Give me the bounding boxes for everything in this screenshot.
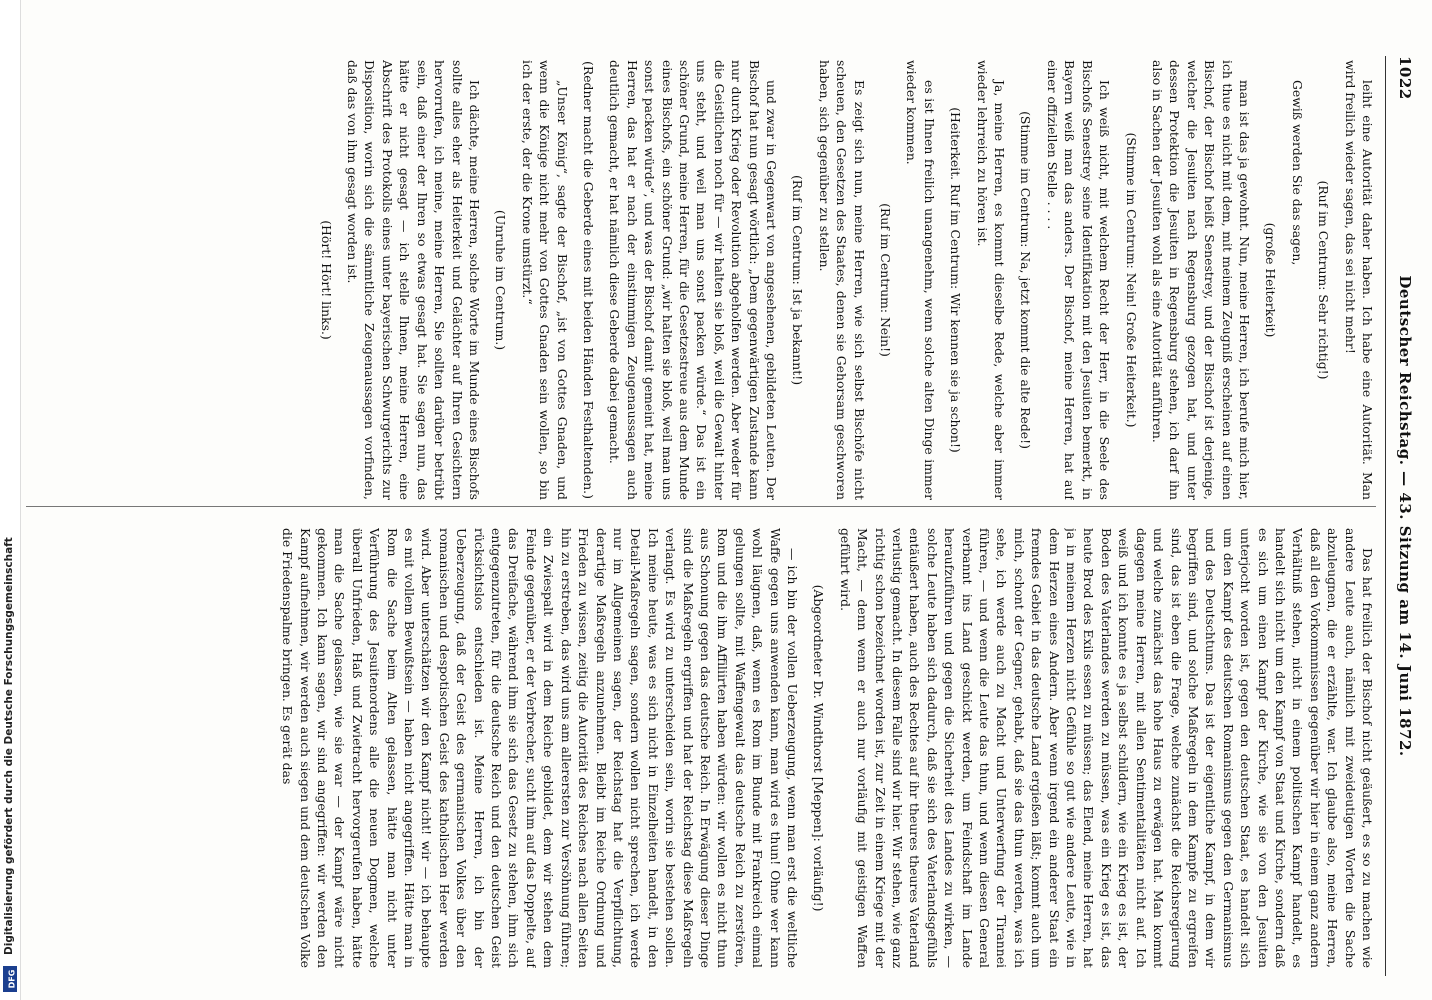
interjection: (Ruf im Centrum: Ist ja bekannt!) (790, 174, 806, 386)
dfg-logo-text: DFG (7, 969, 17, 989)
paragraph: — ich bin der vollen Ueberzeugung, wenn man erst die weltliche Waffe gegen uns anwenden kann, man wird es thun! Ohne wer kann wohl läugnen, daß, wenn es Rom im Bunde mit Frankreich einmal gelungen sollte, mit Waffengewalt das deutsche Reich zu zerstören, Rom und die ihm Affiliirten haben würden: wir wollen es nicht thun aus Schonung gegen das deutsche Reich. In Erwägung dieser Dinge sind die Maßregeln ergriffen und hat der Reichstag diese Maßregeln verlangt. Es wird zu unterscheiden sein, worin sie bestehen sollen. Ich meine heute, was es sich nicht in Einzelheiten handelt, in den Detail-Maßregeln sagen, sondern wollen nicht sprechen, ich werde nur im Allgemeinen sagen, der Reichstag hat die Verpflichtung, derartige Maßregeln anzunehmen. Bleibt im Reiche Ordnung und Frieden zu wissen, zeitig die Autorität des Reiches nach allen Seiten hin zu erstreben, das wird uns am allerersten zur Versöhnung führen; ein Zwiespalt wird in dem Reiche gebildet, dem wir stehen dem Feinde gegenüber, er der Verbrecher, sucht ihm auf das Doppelte, auf das Dreifache, während ihm sie sich das Gesetz zu stehen, ihm sich entgegenzutreten, für die deutsche Reich und den deutschen Geist rücksichtslos entschieden ist. Meine Herren, ich bin der Ueberzeugung, daß der Geist des germanischen Volkes über den romanischen und despotischen Geist des katholischen Heer werden wird. Aber unterschätzen wir den Kampf nicht! wir — ich behaupte es mit vollem Bewußtsein — haben nicht angegriffen. Hätte man in Rom die Sache beim Alten gelassen, hätte man nicht unter Verführung des Jesuitenordens alle die neuen Dogmen, welche überall Unfrieden, Haß und Zwietracht hervorgerufen haben, hätte man die Sache gelassen, wie sie war — der Kampf wäre nicht gekommen. Ich kann sagen, wir sind angegriffen: wir werden den Kampf aufnehmen, wir werden auch siegen und dem deutschen Volke die Friedenspalme bringen. Es gerät das (280, 528, 800, 968)
speaker-interjection: (Abgeordneter Dr. Windthorst [Meppen]: vorläufig!) (811, 584, 827, 912)
interjection: (Hört! Hört! links.) (318, 220, 334, 340)
interjection: (Ruf im Centrum: Sehr richtig!) (1316, 180, 1332, 380)
running-head (1390, 56, 1414, 976)
paragraph: Ja, meine Herren, es kommt dieselbe Rede, welche aber immer wieder lehrreich zu hören ist. (974, 60, 1008, 500)
left-column (26, 60, 1376, 500)
page-number: 1022 (1396, 56, 1414, 100)
column-divider (26, 506, 1376, 507)
interjection: (Heiterkeit. Ruf im Centrum: Wir kennen sie ja schon!) (948, 107, 964, 453)
interjection: (große Heiterkeit) (1263, 222, 1279, 338)
interjection: (Unruhe im Centrum.) (493, 209, 509, 351)
right-column (26, 528, 1376, 968)
page-title: Deutscher Reichstag. — 43. Sitzung am 14. Juni 1872. (1396, 275, 1414, 757)
paragraph: Das hat freilich der Bischof nicht geäußert, es so zu machen wie andere Leute auch, nämlich mit zweideutigen Worten die Sache abzuleugnen, die er erzählte, war. Ich glaube also, meine Herren, daß all den Vorkommnissen gegenüber wir hier in einem ganz andern Verhältniß stehen, nicht in einem politischen Kampf handelt, es handelt sich nicht um den Kampf von Staat und Kirche, sondern daß es sich um einen Kampf der Kirche, wie sie von den Jesuiten unterjocht worden ist, gegen den deutschen Staat, es handelt sich um den Kampf des deutschen Romanismus gegen den Germanismus und des Deutschtums. Das ist der eigentliche Kampf, in dem wir begriffen sind, und solche Maßregeln in dem Kampfe zu ergreifen sind, das ist eben die Frage, welche zunächst die Reichsregierung und welche zunächst das hohe Haus zu erwägen hat. Man kommt dagegen meine Herren, mit allen Sentimentalitäten nicht auf. Ich weiß und ich konnte es ja selbst schildern, wie ein Krieg es ist, der Boden des Vaterlandes werden zu müssen, was ein Krieg es ist, das heute Brod des Exils essen zu müssen; das Elend, meine Herren, hat ja in meinem Herzen nicht Gefühle so gut wie andere Leute, wie in dem Herzen eines Andern. Aber wenn irgend ein anderer Staat ein fremdes Gebiet in das deutsche Land ergießen läßt; kommt auch um mich, schont der Gegner, gehabt, daß sie das thun werden, was ich sehe, ich werde auch zu Macht und Unterwerfung der Tirannei führen, — und wenn die Leute das thun, und wenn diesen General verbannt ins Land geschickt werden, um Feindschaft im Lande heraufzuführen und gegen die Sicherheit des Landes zu wirken, — solche Leute haben sich dadurch, daß sie sich des Vaterlandsgefühls entäußert haben, auch des Rechtes auf ihr theures theures Vaterland verlustig gemacht. In diesem Falle sind wir hier. Wir stehen, wie ganz richtig schon bezeichnet worden ist, zur Zeit in einem Kriege mit der Macht, — denn wenn er auch nur vorläufig mit geistigen Waffen geführt wird. (837, 528, 1375, 968)
paragraph: man ist das ja gewohnt. Nun, meine Herren, ich berufe mich hier, ich thue es nicht mit dem, mit meinem Zeugniß erscheinen auf einen Bischof, der Bischof heißt Senestrey, und der Bischof ist derjenige, welcher die Jesuiten nach Regensburg gezogen hat, und unter dessen Protektion die Jesuiten in Regensburg stehen, ich darf ihn also in Sachen der Jesuiten wohl als eine Autorität anführen. (1149, 60, 1252, 500)
paragraph: Gewiß werden Sie das sagen, (1289, 80, 1305, 266)
paragraph: Ich weiß nicht, mit welchem Recht der Herr, in die Seele des Bischofs Senestrey seine Identifikation mit den Jesuiten bemerkt, in Bayern weiß man das anders. Der Bischof, meine Herren, hat auf einer offiziellen Stelle . . . . (1044, 60, 1113, 500)
interjection: (Stimme im Centrum: Nein! Große Heiterkeit.) (1123, 132, 1139, 428)
paragraph: es ist Ihnen freilich unangenehm, wenn solche alten Dinge immer wieder kommen. (904, 60, 937, 500)
paragraph: Es zeigt sich nun, meine Herren, wie sich selbst Bischöfe nicht scheuen, den Gesetzen des Staates, denen sie Gehorsam geschworen haben, sich gegenüber zu stellen. (816, 60, 867, 500)
interjection: (Redner macht die Geberde eines mit beiden Händen Festhaltenden.) (580, 61, 596, 499)
paragraph: leiht eine Autorität daher haben. Ich habe eine Autorität. Man wird freilich wieder sagen, das sei nicht mehr! (1342, 60, 1375, 500)
interjection: (Stimme im Centrum: Na, jetzt kommt die alte Rede!) (1018, 111, 1034, 449)
interjection: (Ruf im Centrum: Nein!) (878, 203, 894, 357)
header-rule (1385, 56, 1386, 976)
paragraph: „Unser König“, sagte der Bischof, „ist von Gottes Gnaden, und wenn die Könige nicht mehr von Gottes Gnaden sein wollen, so bin ich der erste, der die Krone umstürzt.“ (519, 60, 570, 500)
digitization-note-text: Digitalisierung gefördert durch die Deutsche Forschungsgemeinschaft (3, 537, 15, 955)
paragraph: Ich dächte, meine Herren, solche Worte im Munde eines Bischofs sollte alles eher als Heiterkeit und Gelächter auf Ihren Gesichtern hervorrufen, ich meine, meine Herren, Sie sollten darüber betrübt sein, daß einer der Ihren so etwas gesagt hat. Sie sagen nun, das hätte er nicht gesagt — ich stelle Ihnen, meine Herren, eine Abschrift des Protokolls eines unter bayerischen Schwurgerichts zur Disposition, worin sich die sämmtliche Zeugenaussagen vorfinden, daß das von ihm gesagt worden ist. (345, 60, 482, 500)
paragraph: und zwar in Gegenwart von angesehenen, gebildeten Leuten. Der Bischof hat nun gesagt wörtlich: „Dem gegenwärtigen Zustande kann nur durch Krieg oder Revolution abgeholfen werden. Aber weder für die Geistlichen noch für — wir halten sie bloß, weil die Gewalt hinter uns steht, und weil man uns sonst packen würde.“ Das ist ein schöner Grund, meine Herren, für die Gesetzestreue aus dem Munde eines Bischofs, ein schöner Grund: „wir halten sie bloß, weil man uns sonst packen würde“, und was der Bischof damit gemeint hat, meine Herren, das hat er nach der einstimmigen Zeugenaussagen auch deutlich gemacht, er hat nämlich diese Geberde dabei gemacht. (607, 60, 780, 500)
